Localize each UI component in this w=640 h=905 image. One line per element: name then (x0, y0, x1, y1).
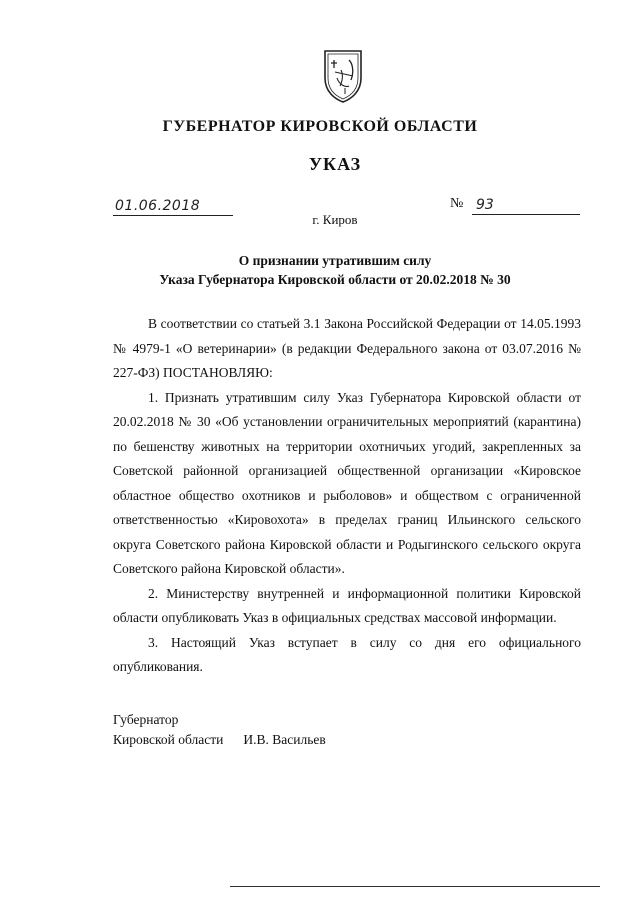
subject-line-1: О признании утратившим силу (238, 253, 432, 268)
signature-block (113, 710, 326, 750)
signer-name: И.В. Васильев (243, 732, 326, 747)
preamble-paragraph: В соответствии со статьей 3.1 Закона Российской Федерации от 14.05.1993 № 4979-1 «О ветеринарии» (в редакции Федерального закона от 03.07.2016 № 227-ФЗ) ПОСТАНОВЛЯЮ: (113, 316, 581, 380)
item-1-paragraph: 1. Признать утратившим силу Указ Губернатора Кировской области от 20.02.2018 № 30 «Об установлении ограничительных мероприятий (карантина) по бешенству животных на территории охотничьих угодий, закрепленных за Советской районной организацией общественной организации «Кировское областное общество охотников и рыболовов» и обществом с ограниченной ответственностью «Кировохота» в пределах границ Ильинского сельского округа Советского района Кировской области и Родыгинского сельского округа Советского района Кировской области». (113, 389, 581, 576)
kirov-coat-of-arms-icon (321, 48, 365, 104)
date-value: 01.06.2018 (115, 198, 201, 214)
item-3-paragraph: 3. Настоящий Указ вступает в силу со дня его официального опубликования. (113, 634, 581, 674)
signer-position-line-1: Губернатор (113, 712, 179, 727)
subject-line-2: Указа Губернатора Кировской области от 20.02.2018 № 30 (159, 272, 511, 287)
number-label: № (450, 196, 464, 211)
city-label: г. Киров (312, 212, 358, 227)
decree-subject (0, 251, 640, 289)
item-2-paragraph: 2. Министерству внутренней и информационной политики Кировской области опубликовать Указ в официальных средствах массовой информации. (113, 585, 581, 625)
signer-position-line-2: Кировской области (113, 732, 224, 747)
number-value: 93 (476, 197, 494, 213)
org-title: ГУБЕРНАТОР КИРОВСКОЙ ОБЛАСТИ (162, 118, 478, 135)
doc-type-heading: УКАЗ (308, 154, 362, 174)
decree-body (113, 312, 581, 680)
footer-rule (230, 886, 600, 887)
